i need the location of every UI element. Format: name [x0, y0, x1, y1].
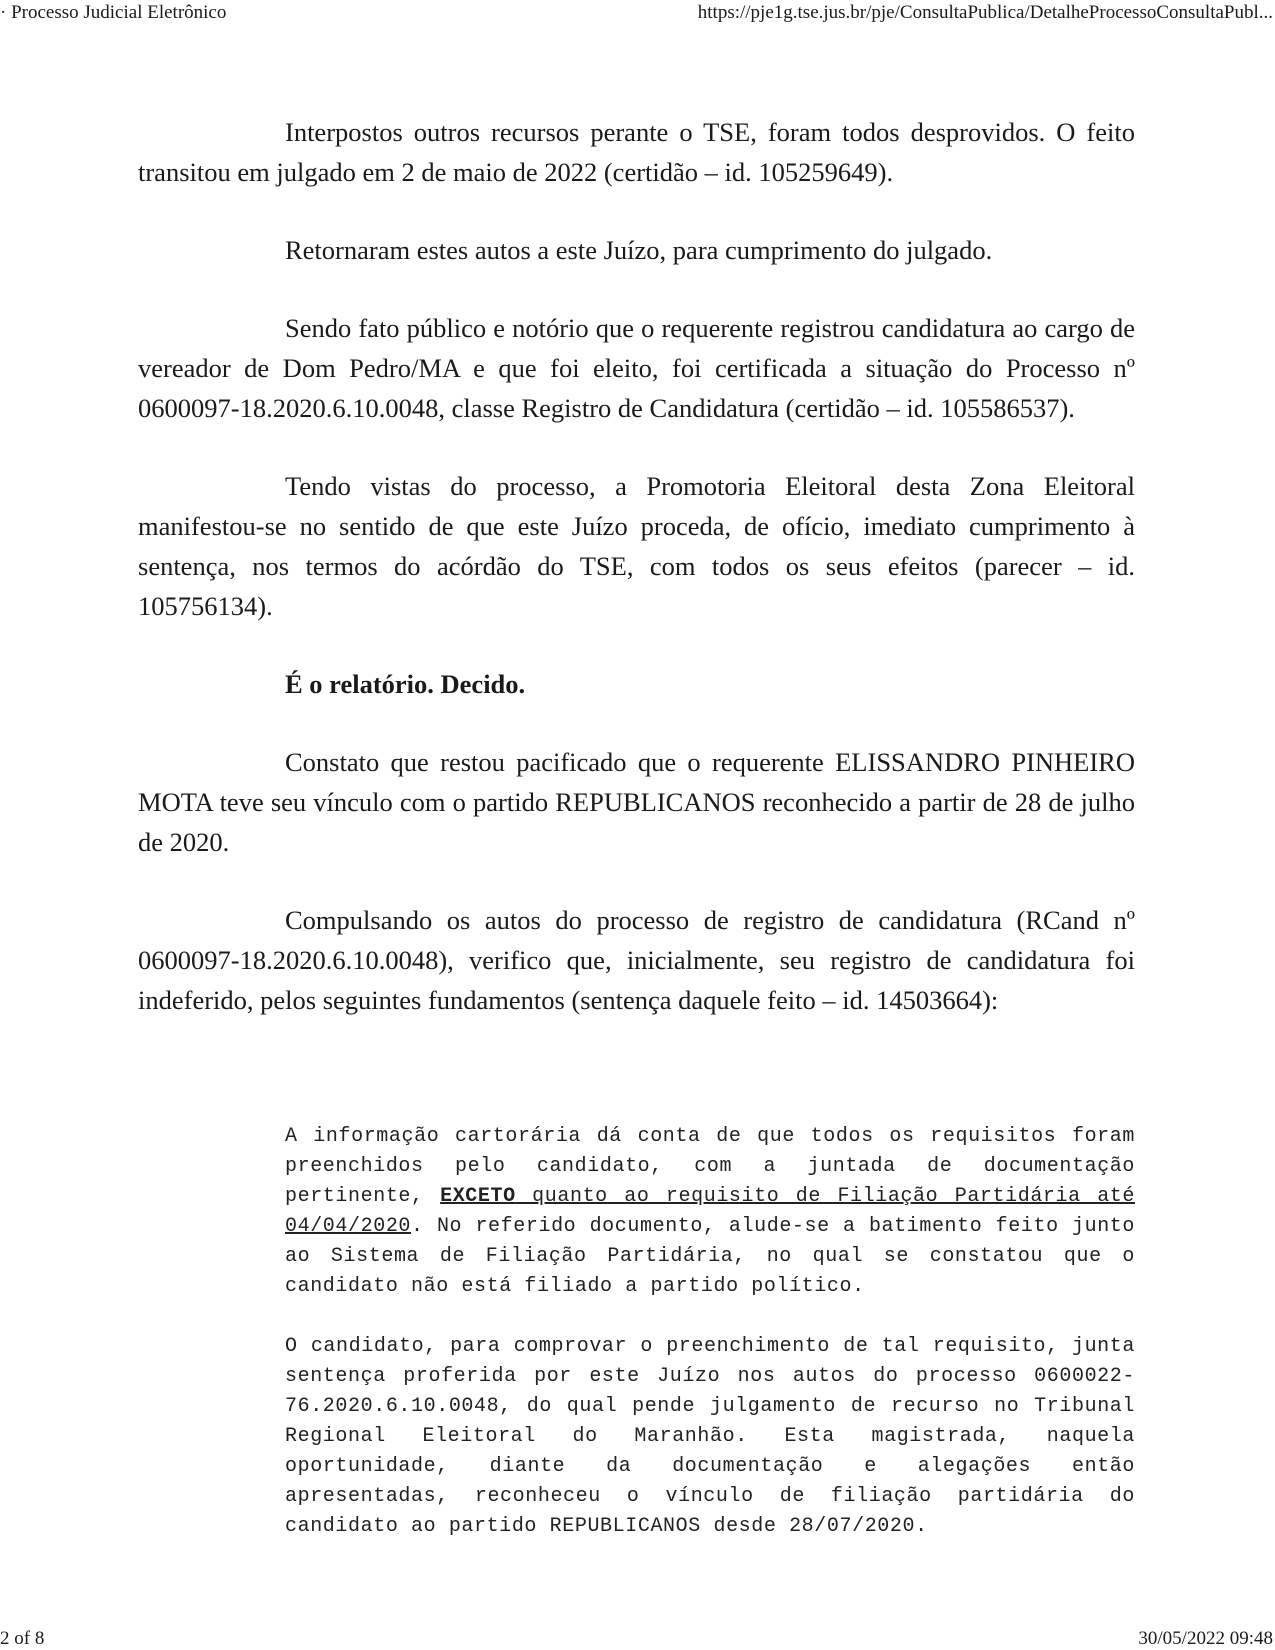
paragraph: Tendo vistas do processo, a Promotoria Eleitoral desta Zona Eleitoral manifestou-se no sentido de que este Juízo proceda, de ofício, imediato cumprimento à sentença, nos termos do acórdão do TSE, com todos os seus efeitos (parecer – id. 105756134). [138, 471, 1135, 621]
document-body [138, 112, 1135, 1020]
quote-paragraph: A informação cartorária dá conta de que todos os requisitos foram preenchidos pelo candidato, com a juntada de documentação pertinente, EXCETO quanto ao requisito de Filiação Partidária até 04/04/2020. No referido documento, alude-se a batimento feito junto ao Sistema de Filiação Partidária, no qual se constatou que o candidato não está filiado a partido político. [285, 1125, 1135, 1298]
page-number: 2 of 8 [0, 1628, 45, 1649]
block-quote [285, 1122, 1135, 1542]
paragraph: Constato que restou pacificado que o requerente ELISSANDRO PINHEIRO MOTA teve seu vínculo com o partido REPUBLICANOS reconhecido a partir de 28 de julho de 2020. [138, 747, 1135, 857]
emphasis-text: EXCETO [440, 1185, 516, 1208]
paragraph: Sendo fato público e notório que o requerente registrou candidatura ao cargo de vereador de Dom Pedro/MA e que foi eleito, foi certificada a situação do Processo nº 0600097-18.2020.6.10.0048, classe Registro de Candidatura (certidão – id. 105586537). [138, 313, 1135, 423]
print-header-title: · Processo Judicial Eletrônico [0, 2, 227, 23]
paragraph: Interpostos outros recursos perante o TSE, foram todos desprovidos. O feito transitou em julgado em 2 de maio de 2022 (certidão – id. 105259649). [138, 117, 1135, 187]
print-header-url: https://pje1g.tse.jus.br/pje/ConsultaPublica/DetalheProcessoConsultaPubl... [697, 2, 1273, 23]
paragraph: Compulsando os autos do processo de registro de candidatura (RCand nº 0600097-18.2020.6.10.0048), verifico que, inicialmente, seu registro de candidatura foi indeferido, pelos seguintes fundamentos (sentença daquele feito – id. 14503664): [138, 905, 1135, 1015]
print-timestamp: 30/05/2022 09:48 [1138, 1628, 1273, 1649]
quote-paragraph: O candidato, para comprovar o preenchimento de tal requisito, junta sentença proferida por este Juízo nos autos do processo 0600022-76.2020.6.10.0048, do qual pende julgamento de recurso no Tribunal Regional Eleitoral do Maranhão. Esta magistrada, naquela oportunidade, diante da documentação e alegações então apresentadas, reconheceu o vínculo de filiação partidária do candidato ao partido REPUBLICANOS desde 28/07/2020. [285, 1335, 1135, 1538]
section-heading: É o relatório. Decido. [285, 669, 526, 699]
paragraph: Retornaram estes autos a este Juízo, para cumprimento do julgado. [285, 235, 993, 265]
